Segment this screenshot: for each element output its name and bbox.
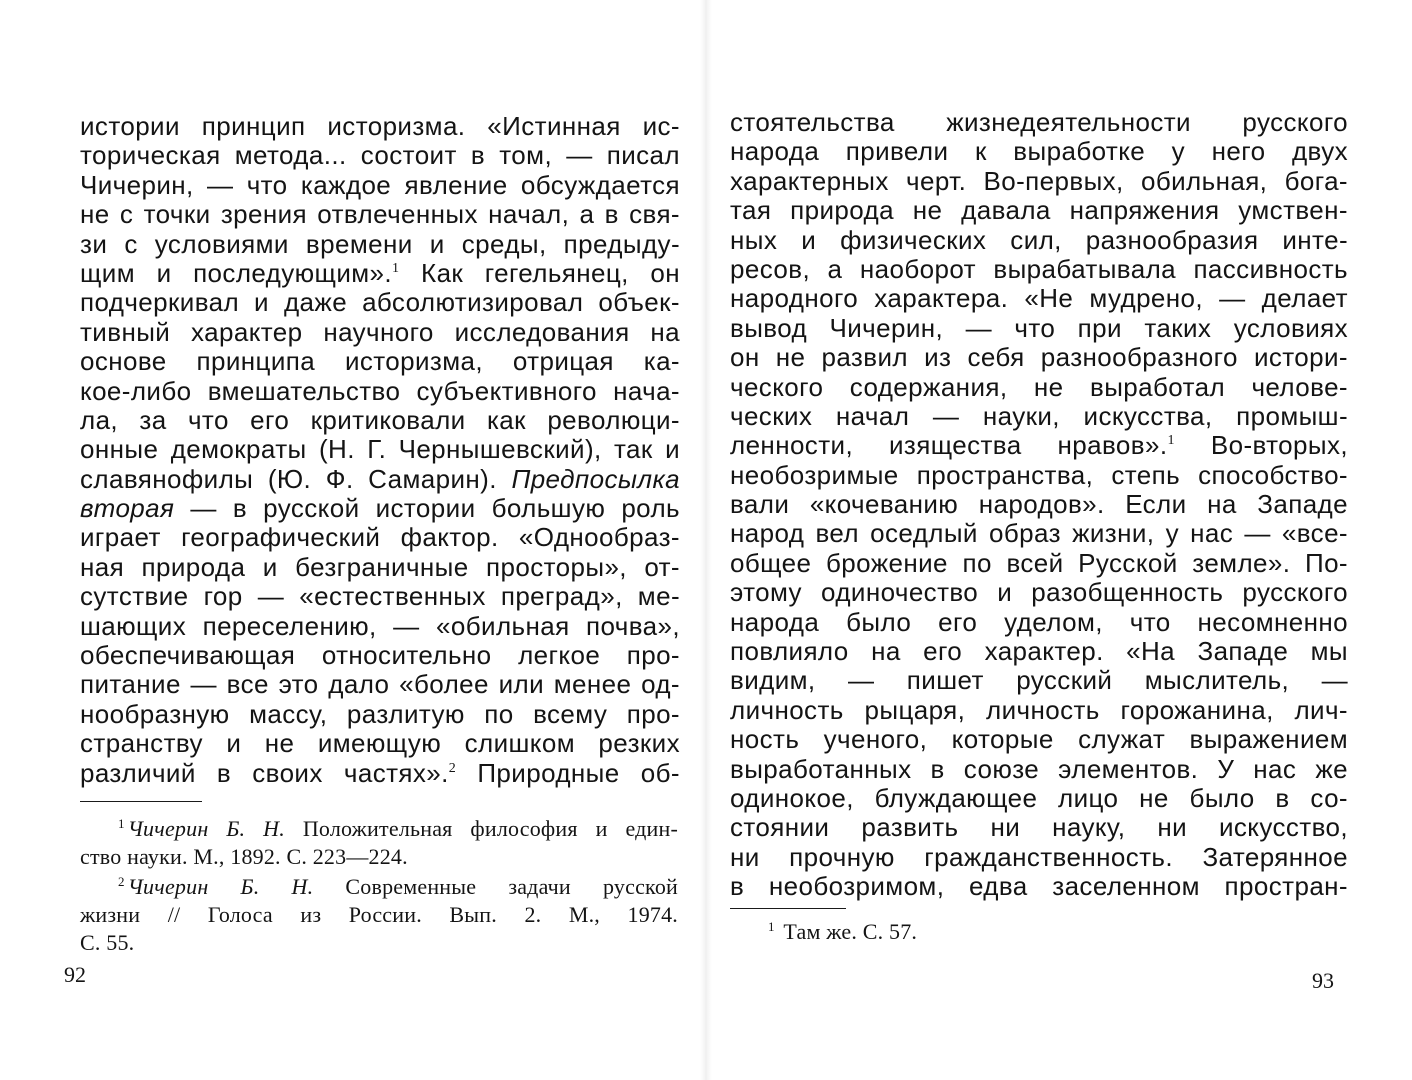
page-number: 92 [64, 962, 86, 987]
text-line: он не развил из себя разнообразного истори- [730, 343, 1348, 373]
text-line: зи с условиями времени и среды, предыду- [80, 229, 680, 259]
text-line: питание — все это дало «более или менее од- [80, 670, 680, 700]
footnote-2 [80, 873, 678, 957]
text-line: ческих начал — науки, искусства, промыш- [730, 401, 1348, 431]
text-line: странству и не имеющую слишком резких [80, 729, 680, 759]
footnote-ref-2: 2 [448, 760, 457, 776]
text-line: ная природа и безграничные просторы», от- [80, 552, 680, 582]
footnote-line [80, 873, 678, 901]
text-line: ных и физических сил, разнообразия инте- [730, 225, 1348, 255]
text-line: онные демократы (Н. Г. Чернышевский), так и [80, 435, 680, 465]
text-line: народа привели к выработке у него двух [730, 137, 1348, 167]
text-line: характерных черт. Во-первых, обильная, бога- [730, 166, 1348, 196]
text-line: шающих переселению, — «обильная почва», [80, 611, 680, 641]
text-line: одинокое, блуждающее лицо не было в со- [730, 783, 1348, 813]
text-line: ни прочную гражданственность. Затерянное [730, 842, 1348, 872]
footnote-text: Положительная философия и един- [284, 816, 678, 841]
text-line: в необозримом, едва заселенном простран- [730, 872, 1348, 902]
footnote-line: С. 55. [80, 930, 135, 955]
footnote-line [730, 918, 1330, 946]
footnote-ref-1: 1 [1167, 433, 1175, 449]
footnote-text: Там же. С. 57. [777, 919, 918, 944]
text-line: кое-либо вмешательство субъективного нача- [80, 376, 680, 406]
text-line: выработанных в союзе элементов. У нас же [730, 754, 1348, 784]
footnote-line: ство науки. М., 1892. С. 223—224. [80, 844, 408, 869]
footnote-text: Современные задачи русской [313, 874, 678, 899]
text-line [80, 494, 680, 523]
text-line [730, 431, 1348, 460]
italic-term: Предпосылка [511, 464, 680, 494]
text-line: народ вел оседлый образ жизни, у нас — «все- [730, 519, 1348, 549]
text-fragment: Во-вторых, [1174, 431, 1348, 461]
footnote-mark: 1 [768, 919, 775, 934]
footnote-author: Чичерин Б. Н. [127, 816, 285, 841]
text-line: подчеркивал и даже абсолютизировал объек- [80, 288, 680, 318]
text-line: общее брожение по всей Русской земле». По- [730, 548, 1348, 578]
right-page-footnotes [730, 918, 1330, 948]
text-line: видим, — пишет русский мыслитель, — [730, 666, 1348, 696]
text-line: тивный характер научного исследования на [80, 317, 680, 347]
left-page-footnotes [80, 815, 678, 959]
text-fragment: различий в своих частях». [80, 758, 449, 788]
footnote-mark: 2 [118, 874, 125, 889]
text-line: повлияло на его характер. «На Западе мы [730, 637, 1348, 667]
right-page-body-text [730, 108, 1348, 902]
left-page-body-text [80, 112, 680, 788]
text-line: вали «кочеванию народов». Если на Западе [730, 490, 1348, 520]
text-line [80, 259, 680, 288]
right-page [706, 0, 1412, 1080]
text-line: этому одиночество и разобщенность русского [730, 578, 1348, 608]
text-line: играет географический фактор. «Однообраз- [80, 523, 680, 553]
text-fragment: Как гегельянец, он [399, 258, 680, 288]
text-line: ческого содержания, не выработал челове- [730, 372, 1348, 402]
footnote-line [80, 815, 678, 843]
text-fragment: Природные об- [456, 758, 680, 788]
page-number: 93 [1312, 968, 1334, 993]
text-line: необозримые пространства, степь способство- [730, 460, 1348, 490]
text-line: обеспечивающая относительно легкое про- [80, 641, 680, 671]
text-line: ность ученого, которые служат выражением [730, 725, 1348, 755]
footnote-ref-1: 1 [392, 260, 400, 276]
text-line [80, 465, 680, 494]
footnote-1 [730, 918, 1330, 946]
text-fragment: — в русской истории большую роль [174, 494, 680, 524]
footnote-divider [80, 801, 202, 802]
text-line: личность рыцаря, личность горожанина, лич- [730, 695, 1348, 725]
text-line: народного характера. «Не мудрено, — делает [730, 284, 1348, 314]
footnote-author: Чичерин Б. Н. [127, 874, 314, 899]
text-line: торическая метода... состоит в том, — писал [80, 141, 680, 171]
text-line: тая природа не давала напряжения умствен- [730, 196, 1348, 226]
text-line: Чичерин, — что каждое явление обсуждается [80, 170, 680, 200]
text-line: не с точки зрения отвлеченных начал, а в свя- [80, 200, 680, 230]
text-line: народа было его уделом, что несомненно [730, 607, 1348, 637]
text-line: основе принципа историзма, отрицая ка- [80, 347, 680, 377]
text-fragment: щим и последующим». [80, 258, 393, 288]
italic-term: вторая [80, 494, 175, 524]
footnote-1 [80, 815, 678, 871]
text-line: стоянии развить ни науку, ни искусство, [730, 813, 1348, 843]
footnote-mark: 1 [118, 816, 125, 831]
text-fragment: славянофилы (Ю. Ф. Самарин). [80, 464, 512, 494]
footnote-line: жизни // Голоса из России. Вып. 2. М., 1974. [80, 902, 678, 927]
text-fragment: ленности, изящества нравов». [730, 431, 1168, 461]
text-line: вывод Чичерин, — что при таких условиях [730, 313, 1348, 343]
text-line: стоятельства жизнедеятельности русского [730, 108, 1348, 137]
text-line: нообразную массу, разлитую по всему про- [80, 699, 680, 729]
text-line: истории принцип историзма. «Истинная ис- [80, 112, 680, 141]
footnote-divider [730, 908, 846, 909]
text-line [80, 759, 680, 788]
text-line: ресов, а наоборот вырабатывала пассивность [730, 254, 1348, 284]
text-line: сутствие гор — «естественных преград», ме- [80, 582, 680, 612]
text-line: ла, за что его критиковали как революци- [80, 405, 680, 435]
